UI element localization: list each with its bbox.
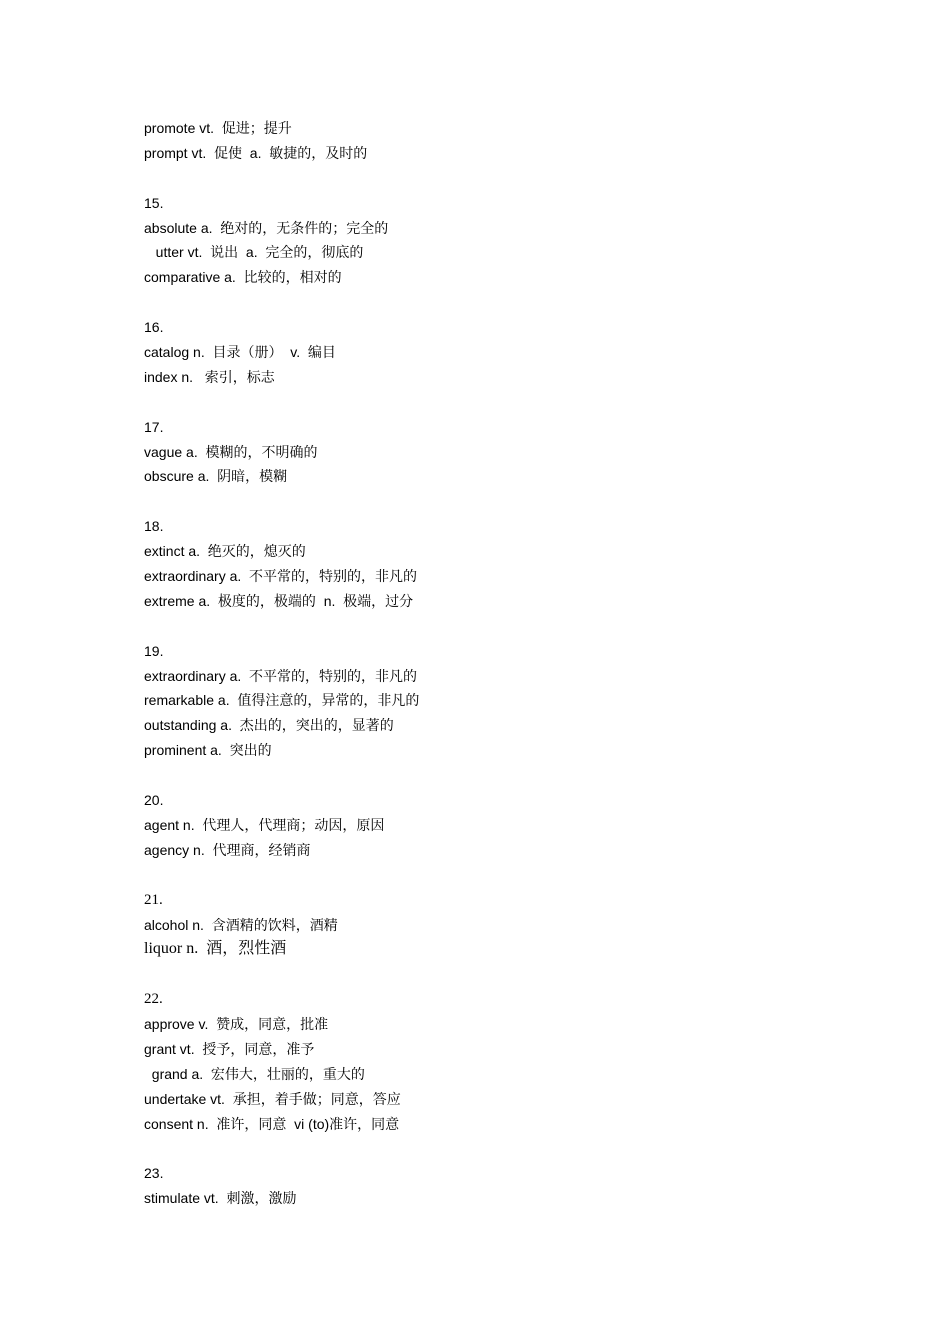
blank-line: [144, 763, 844, 788]
vocab-entry: agency n. 代理商，经销商: [144, 841, 311, 858]
vocab-entry: remarkable a. 值得注意的，异常的，非凡的: [144, 692, 420, 709]
blank-line: [144, 166, 844, 191]
group-number: 19.: [144, 642, 164, 659]
vocab-entry: extraordinary a. 不平常的，特别的，非凡的: [144, 568, 418, 585]
vocab-entry: approve v. 赞成，同意，批准: [144, 1016, 329, 1033]
vocab-entry: undertake vt. 承担，着手做；同意，答应: [144, 1090, 401, 1107]
vocab-entry: obscure a. 阴暗，模糊: [144, 468, 288, 485]
group-number: 18.: [144, 518, 164, 535]
vocab-entry: utter vt. 说出 a. 完全的，彻底的: [144, 244, 364, 261]
blank-line: [144, 863, 844, 888]
blank-line: [144, 614, 844, 639]
group-number: 16.: [144, 319, 164, 336]
vocab-entry: vague a. 模糊的，不明确的: [144, 443, 318, 460]
vocab-entry: stimulate vt. 刺激，激励: [144, 1190, 297, 1207]
vocab-entry: index n. 索引，标志: [144, 368, 275, 385]
group-number: 17.: [144, 418, 164, 435]
vocab-entry: promote vt. 促进；提升: [144, 120, 292, 136]
blank-line: [144, 290, 844, 315]
blank-line: [144, 962, 844, 987]
group-number: 21.: [144, 891, 163, 908]
blank-line: [144, 390, 844, 415]
vocab-entry: consent n. 准许，同意 vi (to)准许，同意: [144, 1115, 400, 1132]
blank-line: [144, 1137, 844, 1162]
vocab-entry: prompt vt. 促使 a. 敏捷的，及时的: [144, 144, 368, 161]
vocab-entry: comparative a. 比较的，相对的: [144, 269, 342, 286]
group-number: 20.: [144, 792, 164, 809]
vocab-entry: outstanding a. 杰出的，突出的，显著的: [144, 717, 394, 734]
vocab-entry: absolute a. 绝对的，无条件的；完全的: [144, 219, 389, 236]
vocab-entry: prominent a. 突出的: [144, 742, 272, 759]
vocab-entry: liquor n. 酒，烈性酒: [144, 940, 287, 958]
vocab-entry: grand a. 宏伟大，壮丽的，重大的: [144, 1065, 365, 1082]
vocab-entry: agent n. 代理人，代理商；动因，原因: [144, 816, 385, 833]
vocab-entry: extinct a. 绝灭的，熄灭的: [144, 543, 306, 560]
vocabulary-page: [144, 116, 844, 1211]
vocab-entry: alcohol n. 含酒精的饮料，酒精: [144, 916, 338, 933]
group-number: 23.: [144, 1165, 164, 1182]
blank-line: [144, 489, 844, 514]
vocab-entry: grant vt. 授予，同意，准予: [144, 1040, 315, 1057]
vocab-entry: catalog n. 目录（册） v. 编目: [144, 344, 336, 361]
group-number: 15.: [144, 194, 164, 211]
vocab-entry: extraordinary a. 不平常的，特别的，非凡的: [144, 667, 418, 684]
group-number: 22.: [144, 991, 163, 1008]
vocab-entry: extreme a. 极度的，极端的 n. 极端，过分: [144, 592, 414, 609]
